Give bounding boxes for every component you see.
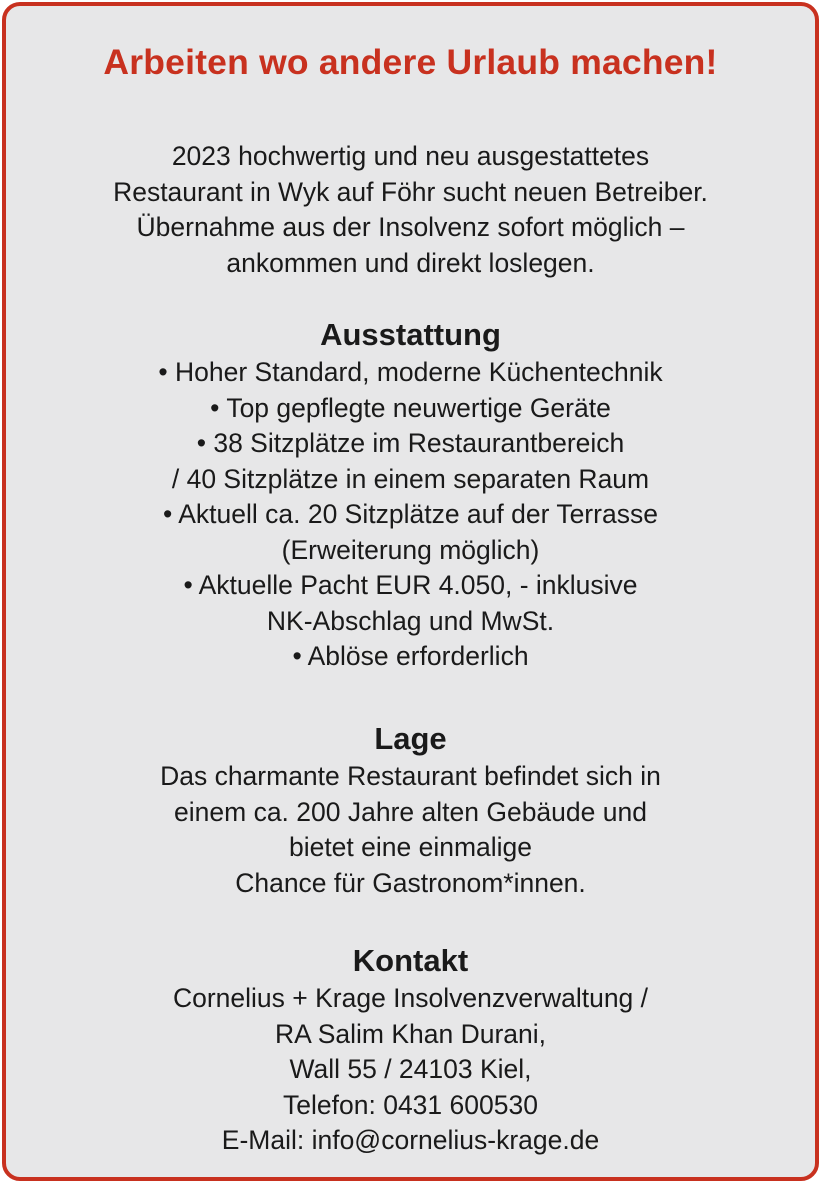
intro-line: Übernahme aus der Insolvenz sofort möglich –	[136, 212, 685, 242]
lage-line: Das charmante Restaurant befindet sich in	[160, 761, 661, 791]
lage-section	[6, 719, 815, 901]
ausstattung-line: / 40 Sitzplätze in einem separaten Raum	[171, 463, 650, 494]
kontakt-line: Wall 55 / 24103 Kiel,	[289, 1054, 532, 1084]
ausstattung-line: NK-Abschlag und MwSt.	[266, 605, 555, 636]
lage-title: Lage	[374, 721, 447, 756]
ausstattung-line: (Erweiterung möglich)	[281, 534, 540, 565]
kontakt-email: E-Mail: info@cornelius-krage.de	[221, 1125, 600, 1155]
ad-card	[2, 2, 819, 1181]
ausstattung-line: • Hoher Standard, moderne Küchentechnik	[158, 357, 663, 387]
ausstattung-title: Ausstattung	[320, 317, 501, 352]
lage-line: bietet eine einmalige	[288, 832, 533, 862]
ausstattung-line: • Ablöse erforderlich	[292, 641, 529, 671]
intro-line: ankommen und direkt loslegen.	[226, 247, 595, 278]
ausstattung-line: • Top gepflegte neuwertige Geräte	[210, 392, 611, 423]
headline: Arbeiten wo andere Urlaub machen!	[103, 42, 718, 82]
ausstattung-line: • 38 Sitzplätze im Restaurantbereich	[196, 428, 625, 458]
ausstattung-section	[6, 315, 815, 675]
ausstattung-line: • Aktuell ca. 20 Sitzplätze auf der Terrasse	[163, 499, 658, 529]
kontakt-title: Kontakt	[352, 943, 469, 978]
intro-section	[6, 139, 815, 281]
kontakt-line: RA Salim Khan Durani,	[274, 1018, 547, 1049]
lage-line: Chance für Gastronom*innen.	[235, 867, 586, 898]
intro-line: 2023 hochwertig und neu ausgestattetes	[171, 141, 650, 171]
kontakt-line: Cornelius + Krage Insolvenzverwaltung /	[172, 983, 649, 1013]
lage-line: einem ca. 200 Jahre alten Gebäude und	[174, 796, 647, 827]
intro-line: Restaurant in Wyk auf Föhr sucht neuen Betreiber.	[113, 176, 708, 207]
ausstattung-line: • Aktuelle Pacht EUR 4.050, - inklusive	[183, 570, 638, 600]
kontakt-section	[6, 941, 815, 1159]
kontakt-phone: Telefon: 0431 600530	[283, 1089, 538, 1120]
